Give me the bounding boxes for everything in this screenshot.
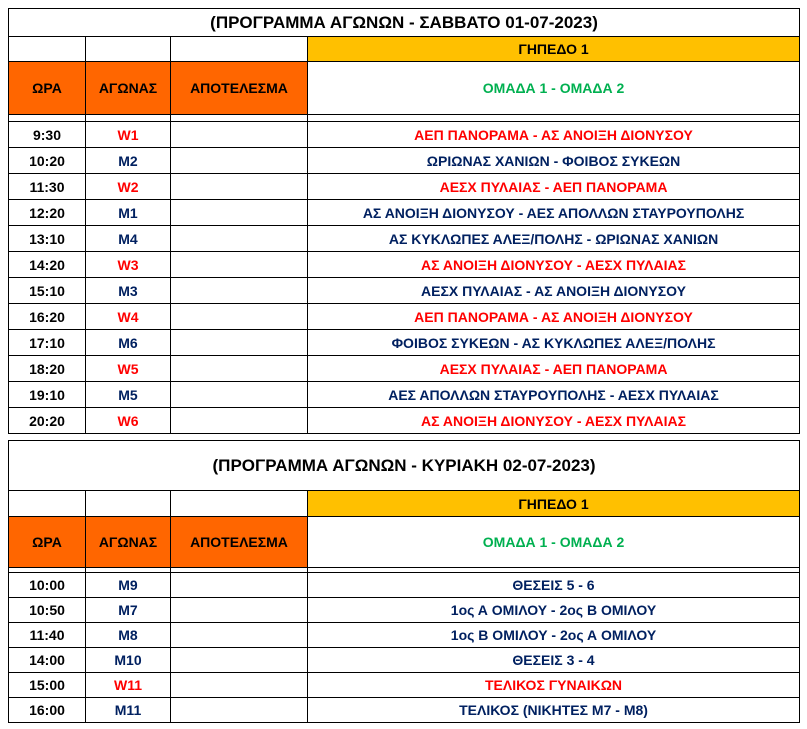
match-code: M9 [86, 573, 171, 598]
match-row [9, 122, 800, 148]
match-result [171, 623, 308, 648]
match-code: M11 [86, 698, 171, 723]
header-teams: ΟΜΑΔΑ 1 - ΟΜΑΔΑ 2 [308, 517, 800, 568]
match-time: 13:10 [9, 226, 86, 252]
match-row [9, 200, 800, 226]
header-result: ΑΠΟΤΕΛΕΣΜΑ [171, 62, 308, 115]
match-row [9, 623, 800, 648]
match-code: W4 [86, 304, 171, 330]
match-code: W1 [86, 122, 171, 148]
match-code: M2 [86, 148, 171, 174]
empty-cell [171, 491, 308, 517]
empty-cell [9, 491, 86, 517]
match-result [171, 200, 308, 226]
match-result [171, 252, 308, 278]
saturday-schedule-table [8, 8, 800, 434]
match-time: 11:40 [9, 623, 86, 648]
match-time: 16:20 [9, 304, 86, 330]
match-code: M8 [86, 623, 171, 648]
match-time: 20:20 [9, 408, 86, 434]
match-result [171, 648, 308, 673]
match-row [9, 382, 800, 408]
match-code: M6 [86, 330, 171, 356]
match-time: 18:20 [9, 356, 86, 382]
match-teams: ΤΕΛΙΚΟΣ ΓΥΝΑΙΚΩΝ [308, 673, 800, 698]
match-time: 16:00 [9, 698, 86, 723]
match-teams: ΑΣ ΚΥΚΛΩΠΕΣ ΑΛΕΞ/ΠΟΛΗΣ - ΩΡΙΩΝΑΣ ΧΑΝΙΩΝ [308, 226, 800, 252]
match-time: 15:10 [9, 278, 86, 304]
match-teams: 1ος Β ΟΜΙΛΟΥ - 2ος Α ΟΜΙΛΟΥ [308, 623, 800, 648]
match-teams: ΑΣ ΑΝΟΙΞΗ ΔΙΟΝΥΣΟΥ - ΑΕΣ ΑΠΟΛΛΩΝ ΣΤΑΥΡΟΥΠΟΛΗΣ [308, 200, 800, 226]
saturday-match-rows [9, 122, 800, 434]
field-row [9, 491, 800, 517]
match-result [171, 573, 308, 598]
field-label: ΓΗΠΕΔΟ 1 [308, 37, 800, 62]
match-teams: ΑΕΣ ΑΠΟΛΛΩΝ ΣΤΑΥΡΟΥΠΟΛΗΣ - ΑΕΣΧ ΠΥΛΑΙΑΣ [308, 382, 800, 408]
match-result [171, 226, 308, 252]
match-result [171, 698, 308, 723]
match-teams: ΑΕΠ ΠΑΝΟΡΑΜΑ - ΑΣ ΑΝΟΙΞΗ ΔΙΟΝΥΣΟΥ [308, 122, 800, 148]
match-row [9, 226, 800, 252]
match-result [171, 278, 308, 304]
match-result [171, 174, 308, 200]
match-time: 11:30 [9, 174, 86, 200]
match-result [171, 304, 308, 330]
match-time: 10:20 [9, 148, 86, 174]
schedule-title: (ΠΡΟΓΡΑΜΜΑ ΑΓΩΝΩΝ - ΣΑΒΒΑΤΟ 01-07-2023) [9, 9, 800, 37]
match-time: 9:30 [9, 122, 86, 148]
match-result [171, 148, 308, 174]
match-time: 15:00 [9, 673, 86, 698]
match-teams: ΑΕΠ ΠΑΝΟΡΑΜΑ - ΑΣ ΑΝΟΙΞΗ ΔΙΟΝΥΣΟΥ [308, 304, 800, 330]
empty-cell [86, 491, 171, 517]
match-row [9, 573, 800, 598]
match-teams: ΤΕΛΙΚΟΣ (ΝΙΚΗΤΕΣ Μ7 - Μ8) [308, 698, 800, 723]
header-result: ΑΠΟΤΕΛΕΣΜΑ [171, 517, 308, 568]
match-row [9, 252, 800, 278]
match-result [171, 408, 308, 434]
match-teams: ΑΣ ΑΝΟΙΞΗ ΔΙΟΝΥΣΟΥ - ΑΕΣΧ ΠΥΛΑΙΑΣ [308, 408, 800, 434]
match-row [9, 598, 800, 623]
match-time: 10:00 [9, 573, 86, 598]
header-time: ΩΡΑ [9, 517, 86, 568]
empty-cell [86, 37, 171, 62]
field-label: ΓΗΠΕΔΟ 1 [308, 491, 800, 517]
header-game: ΑΓΩΝΑΣ [86, 62, 171, 115]
match-code: M7 [86, 598, 171, 623]
match-result [171, 356, 308, 382]
match-row [9, 174, 800, 200]
match-time: 10:50 [9, 598, 86, 623]
match-row [9, 648, 800, 673]
header-row [9, 62, 800, 115]
match-time: 12:20 [9, 200, 86, 226]
empty-cell [171, 37, 308, 62]
match-result [171, 382, 308, 408]
match-result [171, 598, 308, 623]
schedule-title: (ΠΡΟΓΡΑΜΜΑ ΑΓΩΝΩΝ - ΚΥΡΙΑΚΗ 02-07-2023) [9, 441, 800, 491]
match-code: M4 [86, 226, 171, 252]
match-time: 14:20 [9, 252, 86, 278]
sunday-match-rows [9, 573, 800, 723]
match-code: M3 [86, 278, 171, 304]
match-time: 19:10 [9, 382, 86, 408]
match-teams: ΩΡΙΩΝΑΣ ΧΑΝΙΩΝ - ΦΟΙΒΟΣ ΣΥΚΕΩΝ [308, 148, 800, 174]
match-teams: ΘΕΣΕΙΣ 5 - 6 [308, 573, 800, 598]
match-teams: ΘΕΣΕΙΣ 3 - 4 [308, 648, 800, 673]
header-time: ΩΡΑ [9, 62, 86, 115]
match-row [9, 278, 800, 304]
match-row [9, 673, 800, 698]
spacer-row [9, 115, 800, 122]
match-teams: ΦΟΙΒΟΣ ΣΥΚΕΩΝ - ΑΣ ΚΥΚΛΩΠΕΣ ΑΛΕΞ/ΠΟΛΗΣ [308, 330, 800, 356]
match-teams: ΑΕΣΧ ΠΥΛΑΙΑΣ - ΑΕΠ ΠΑΝΟΡΑΜΑ [308, 356, 800, 382]
match-row [9, 148, 800, 174]
match-row [9, 304, 800, 330]
header-teams: ΟΜΑΔΑ 1 - ΟΜΑΔΑ 2 [308, 62, 800, 115]
match-code: W6 [86, 408, 171, 434]
match-code: W5 [86, 356, 171, 382]
header-game: ΑΓΩΝΑΣ [86, 517, 171, 568]
schedule-title-row [9, 441, 800, 491]
match-code: W3 [86, 252, 171, 278]
header-row [9, 517, 800, 568]
match-result [171, 330, 308, 356]
match-row [9, 330, 800, 356]
match-teams: 1ος Α ΟΜΙΛΟΥ - 2ος Β ΟΜΙΛΟΥ [308, 598, 800, 623]
sunday-schedule-table [8, 440, 800, 723]
match-teams: ΑΣ ΑΝΟΙΞΗ ΔΙΟΝΥΣΟΥ - ΑΕΣΧ ΠΥΛΑΙΑΣ [308, 252, 800, 278]
match-result [171, 122, 308, 148]
match-time: 14:00 [9, 648, 86, 673]
match-result [171, 673, 308, 698]
empty-cell [9, 37, 86, 62]
schedule-title-row [9, 9, 800, 37]
field-row [9, 37, 800, 62]
match-time: 17:10 [9, 330, 86, 356]
match-code: M1 [86, 200, 171, 226]
match-row [9, 698, 800, 723]
match-teams: ΑΕΣΧ ΠΥΛΑΙΑΣ - ΑΣ ΑΝΟΙΞΗ ΔΙΟΝΥΣΟΥ [308, 278, 800, 304]
match-teams: ΑΕΣΧ ΠΥΛΑΙΑΣ - ΑΕΠ ΠΑΝΟΡΑΜΑ [308, 174, 800, 200]
match-row [9, 356, 800, 382]
match-row [9, 408, 800, 434]
match-code: M5 [86, 382, 171, 408]
match-code: W2 [86, 174, 171, 200]
match-code: W11 [86, 673, 171, 698]
match-code: M10 [86, 648, 171, 673]
